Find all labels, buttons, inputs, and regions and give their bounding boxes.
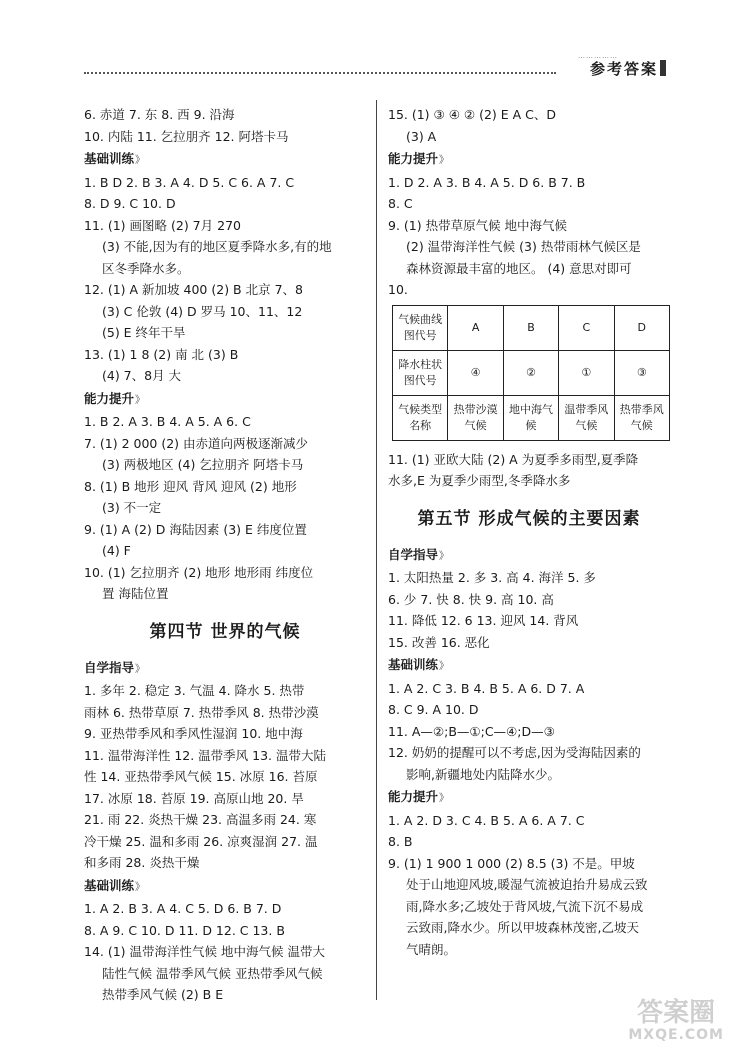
subheading-text: 自学指导 <box>388 546 439 562</box>
answer-line: 10. (1) 乞拉朋齐 (2) 地形 地形雨 纬度位 <box>84 564 314 580</box>
table-cell: 热带沙漠气候 <box>448 395 503 440</box>
answer-line: 1. A 2. D 3. C 4. B 5. A 6. A 7. C <box>388 812 585 828</box>
answer-line: 11. 温带海洋性 12. 温带季风 13. 温带大陆 <box>84 747 327 763</box>
answer-line: 11. (1) 画图略 (2) 7月 270 <box>84 217 241 233</box>
answer-line: 热带季风气候 (2) B E <box>102 987 224 1002</box>
answer-line: 置 海陆位置 <box>102 586 169 601</box>
double-arrow-icon: 》 <box>135 881 146 893</box>
table-cell: ① <box>559 350 614 395</box>
answer-line: 8. D 9. C 10. D <box>84 196 176 211</box>
answer-line: 14. (1) 温带海洋性气候 地中海气候 温带大 <box>84 944 325 959</box>
watermark-logo <box>628 998 724 1046</box>
subheading-ability <box>84 388 366 412</box>
answer-line: 1. B D 2. B 3. A 4. D 5. C 6. A 7. C <box>84 174 295 190</box>
table-cell: A <box>448 305 503 350</box>
answer-line: 1. A 2. C 3. B 4. B 5. A 6. D 7. A <box>388 680 585 696</box>
answer-line: 11. (1) 亚欧大陆 (2) A 为夏季多雨型,夏季降 <box>388 451 639 467</box>
subheading-text: 基础训练 <box>84 151 135 166</box>
watermark-sub: MXQE.COM <box>628 1027 724 1043</box>
answer-line: 6. 赤道 7. 东 8. 西 9. 沿海 <box>84 107 235 122</box>
left-column <box>84 104 366 1006</box>
table-row <box>393 305 670 350</box>
answer-line: (3) 不能,因为有的地区夏季降水多,有的地 <box>102 239 332 254</box>
answer-line: 17. 冰原 18. 苔原 19. 高原山地 20. 旱 <box>84 790 304 806</box>
double-arrow-icon: 》 <box>135 663 146 675</box>
answer-line: 气晴朗。 <box>406 941 457 957</box>
answer-line: 和多雨 28. 炎热干燥 <box>84 855 200 870</box>
answer-line: (3) A <box>406 128 437 144</box>
answer-line: 1. 多年 2. 稳定 3. 气温 4. 降水 5. 热带 <box>84 683 305 698</box>
right-column <box>388 104 670 960</box>
subheading-text: 自学指导 <box>84 659 135 675</box>
answer-line: 10. <box>388 282 408 297</box>
header-small-text: …………… <box>578 52 618 60</box>
subheading-self-study <box>388 544 670 568</box>
subheading-ability <box>388 786 670 810</box>
answer-line: 8. A 9. C 10. D 11. D 12. C 13. B <box>84 922 285 938</box>
header-dotted-rule <box>84 72 556 74</box>
answer-line: (5) E 终年干旱 <box>102 325 186 340</box>
answer-line: 9. (1) A (2) D 海陆因素 (3) E 纬度位置 <box>84 521 307 537</box>
subheading-text: 基础训练 <box>388 657 439 672</box>
answer-line: (3) C 伦敦 (4) D 罗马 10、11、12 <box>102 303 303 319</box>
answer-line: 1. 太阳热量 2. 多 3. 高 4. 海洋 5. 多 <box>388 570 596 585</box>
answer-line: 9. 亚热带季风和季风性湿润 10. 地中海 <box>84 726 303 741</box>
table-cell: 热带季风气候 <box>614 395 669 440</box>
double-arrow-icon: 》 <box>135 155 146 166</box>
subheading-text: 能力提升 <box>84 390 135 406</box>
answer-line: 8. B <box>388 834 413 849</box>
table-header-cell: 气候类型名称 <box>393 395 448 440</box>
answer-line: 11. 降低 12. 6 13. 迎风 14. 背风 <box>388 613 579 628</box>
answer-line: 区冬季降水多。 <box>102 260 190 276</box>
table-cell: ② <box>503 350 558 395</box>
answer-line: 10. 内陆 11. 乞拉朋齐 12. 阿塔卡马 <box>84 128 289 144</box>
table-cell: 地中海气候 <box>503 395 558 440</box>
answer-line: 12. 奶奶的提醒可以不考虑,因为受海陆因素的 <box>388 745 641 760</box>
answer-line: 森林资源最丰富的地区。 (4) 意思对即可 <box>406 260 632 276</box>
subheading-text: 能力提升 <box>388 789 439 804</box>
answer-line: 6. 少 7. 快 8. 快 9. 高 10. 高 <box>388 591 554 607</box>
answer-line: 1. A 2. B 3. A 4. C 5. D 6. B 7. D <box>84 901 282 916</box>
double-arrow-icon: 》 <box>439 661 450 672</box>
table-cell: 温带季风气候 <box>559 395 614 440</box>
section-title-5: 第五节 形成气候的主要因素 <box>417 508 641 529</box>
answer-line: 8. C <box>388 196 413 211</box>
answer-line: 8. (1) B 地形 迎风 背风 迎风 (2) 地形 <box>84 478 297 494</box>
table-cell: C <box>559 305 614 350</box>
answer-line: 7. (1) 2 000 (2) 由赤道向两极逐渐减少 <box>84 435 309 451</box>
answer-line: 15. 改善 16. 恶化 <box>388 634 490 650</box>
answer-line: (3) 不一定 <box>102 500 162 515</box>
table-header-cell: 降水柱状图代号 <box>393 350 448 395</box>
answer-line: 1. D 2. A 3. B 4. A 5. D 6. B 7. B <box>388 174 586 190</box>
answer-line: 15. (1) ③ ④ ② (2) E A C、D <box>388 107 556 122</box>
answer-line: 11. A—②;B—①;C—④;D—③ <box>388 723 555 739</box>
answer-line: 8. C 9. A 10. D <box>388 702 479 717</box>
answer-line: 影响,新疆地处内陆降水少。 <box>406 766 560 782</box>
double-arrow-icon: 》 <box>439 793 450 804</box>
table-cell: ③ <box>614 350 669 395</box>
answer-line: 雨,降水多;乙坡处于背风坡,气流下沉不易成 <box>406 898 644 914</box>
answer-line: (2) 温带海洋性气候 (3) 热带雨林气候区是 <box>406 239 641 254</box>
answer-line: 1. B 2. A 3. B 4. A 5. A 6. C <box>84 414 251 429</box>
header-title <box>590 58 666 79</box>
double-arrow-icon: 》 <box>135 394 146 406</box>
answer-line: 云致雨,降水少。所以甲坡森林茂密,乙坡天 <box>406 920 639 935</box>
answer-line: 冷干燥 25. 温和多雨 26. 凉爽湿润 27. 温 <box>84 833 318 849</box>
subheading-text: 基础训练 <box>84 877 135 893</box>
answer-line: (4) F <box>102 543 131 558</box>
column-divider <box>376 100 377 1000</box>
header-title-text: 参考答案 <box>589 60 658 78</box>
answer-line: 水多,E 为夏季少雨型,冬季降水多 <box>388 473 571 488</box>
subheading-basic-training <box>388 654 670 678</box>
section-title-4: 第四节 世界的气候 <box>149 621 301 642</box>
double-arrow-icon: 》 <box>439 155 450 166</box>
answer-line: 13. (1) 1 8 (2) 南 北 (3) B <box>84 346 239 362</box>
watermark-main: 答案圈 <box>637 998 716 1028</box>
answer-line: 性 14. 亚热带季风气候 15. 冰原 16. 苔原 <box>84 769 318 784</box>
answer-line: 9. (1) 1 900 1 000 (2) 8.5 (3) 不是。甲坡 <box>388 855 635 871</box>
answer-line: 12. (1) A 新加坡 400 (2) B 北京 7、8 <box>84 282 303 297</box>
subheading-basic-training <box>84 148 366 172</box>
subheading-text: 能力提升 <box>388 151 439 166</box>
table-row <box>393 395 670 440</box>
answer-line: 21. 雨 22. 炎热干燥 23. 高温多雨 24. 寒 <box>84 812 317 827</box>
answer-line: 陆性气候 温带季风气候 亚热带季风气候 <box>102 965 323 981</box>
answer-line: 9. (1) 热带草原气候 地中海气候 <box>388 217 568 233</box>
double-arrow-icon: 》 <box>439 550 450 562</box>
subheading-basic-training <box>84 875 366 899</box>
answer-line: (3) 两极地区 (4) 乞拉朋齐 阿塔卡马 <box>102 457 304 472</box>
table-header-cell: 气候曲线图代号 <box>393 305 448 350</box>
climate-table <box>392 305 670 441</box>
table-row <box>393 350 670 395</box>
answer-line: 雨林 6. 热带草原 7. 热带季风 8. 热带沙漠 <box>84 704 319 720</box>
subheading-self-study <box>84 657 366 681</box>
answer-line: (4) 7、8月 大 <box>102 368 182 383</box>
table-cell: B <box>503 305 558 350</box>
header-tab-marker <box>660 60 666 76</box>
page-header <box>84 52 666 80</box>
answer-line: 处于山地迎风坡,暖湿气流被迫抬升易成云致 <box>406 877 648 892</box>
table-cell: D <box>614 305 669 350</box>
subheading-ability <box>388 148 670 172</box>
table-cell: ④ <box>448 350 503 395</box>
